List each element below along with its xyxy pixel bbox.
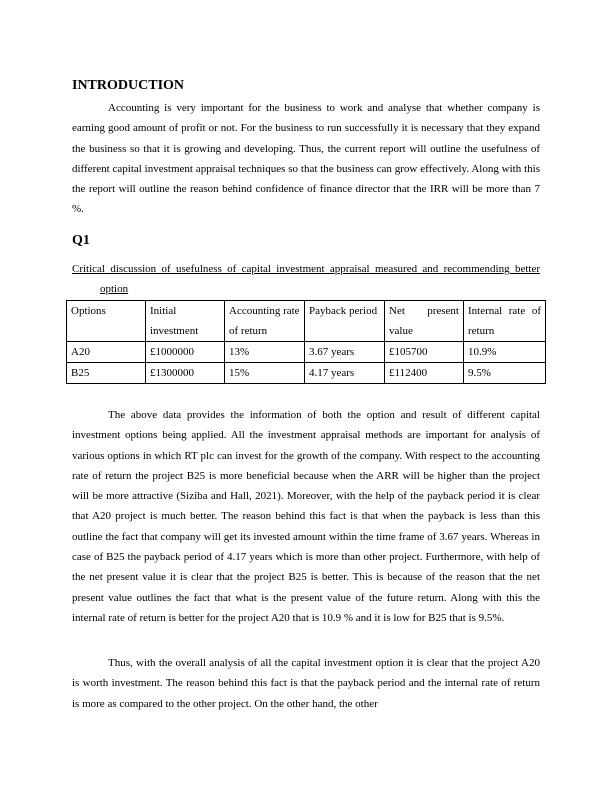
investment-options-table xyxy=(66,300,546,384)
header-cell: Net present value xyxy=(385,301,464,342)
q1-heading: Q1 xyxy=(72,233,90,248)
table-cell: £105700 xyxy=(385,342,464,363)
table-cell: 4.17 years xyxy=(305,363,385,384)
table-cell: B25 xyxy=(67,363,146,384)
header-cell: Initial investment xyxy=(146,301,225,342)
header-cell: Payback period xyxy=(305,301,385,342)
analysis-paragraph: The above data provides the information of both the option and result of different capital investment options being applied. All the investment appraisal methods are important for analysis of various options in which RT plc can invest for the growth of the company. With respect to the accounting rate of return the project B25 is more beneficial because when the ARR will be higher than the project will be more attractive (Siziba and Hall, 2021). Moreover, with the help of the payback period it is clear that A20 project is much better. The reason behind this fact is that when the payback is less than this outline the fact that company will get its invested amount within the time frame of 3.67 years. Whereas in case of B25 the payback period of 4.17 years which is more than other project. Furthermore, with help of the net present value it is clear that the project B25 is better. This is because of the reason that the net present value outlines the fact that what is the present value of the future return. Along with this the internal rate of return is better for the project A20 that is 10.9 % and it is low for B25 that is 9.5%. xyxy=(72,409,540,624)
header-cell: Options xyxy=(67,301,146,342)
table-header-row xyxy=(67,301,546,342)
table-cell: 13% xyxy=(225,342,305,363)
table-cell: 10.9% xyxy=(464,342,546,363)
introduction-paragraph: Accounting is very important for the business to work and analyse that whether company is earning good amount of profit or not. For the business to run successfully it is necessary that they expand the business so that it is growing and developing. Thus, the current report will outline the usefulness of different capital investment appraisal techniques so that the business can grow effectively. Along with this the report will outline the reason behind confidence of finance director that the IRR will be more than 7 %. xyxy=(72,102,540,216)
table-cell: 15% xyxy=(225,363,305,384)
table-cell: £1000000 xyxy=(146,342,225,363)
table-row xyxy=(67,363,546,384)
table-cell: A20 xyxy=(67,342,146,363)
header-cell: Accounting rate of return xyxy=(225,301,305,342)
table-cell: 3.67 years xyxy=(305,342,385,363)
conclusion-paragraph: Thus, with the overall analysis of all the capital investment option it is clear that the project A20 is worth investment. The reason behind this fact is that the payback period and the internal rate of return is more as compared to the other project. On the other hand, the other xyxy=(72,657,540,710)
q1-subheading: Critical discussion of usefulness of capital investment appraisal measured and recommending better option xyxy=(72,263,540,296)
table-cell: £112400 xyxy=(385,363,464,384)
table-row xyxy=(67,342,546,363)
table-cell: £1300000 xyxy=(146,363,225,384)
header-cell: Internal rate of return xyxy=(464,301,546,342)
table-cell: 9.5% xyxy=(464,363,546,384)
introduction-heading: INTRODUCTION xyxy=(72,78,185,93)
